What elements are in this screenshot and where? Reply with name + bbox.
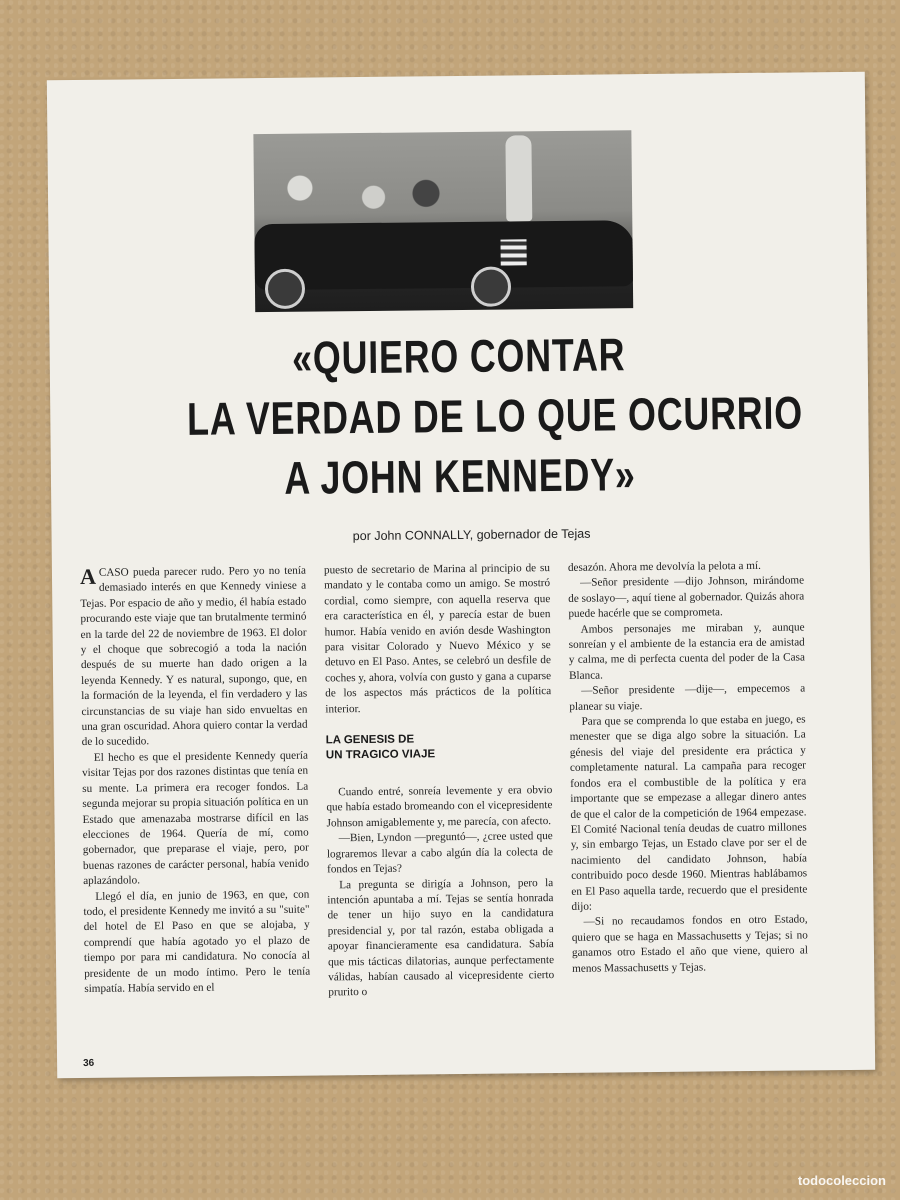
section-subhead — [326, 731, 552, 763]
paragraph: Llegó el día, en junio de 1963, en que, con todo, el presidente Kennedy me invitó a su "suite" del hotel de El Paso en que se alojaba, y comprendí que había agotado yo el plazo de tiempo por para mi candidatura. No conocía al presidente de un modo íntimo. Pero le tenía simpatía. Había servido en el — [83, 888, 311, 995]
paragraph: La pregunta se dirigía a Johnson, pero la intención apuntaba a mí. Tejas se sentía honrada de tener un hijo suyo en la candidatura presidencial y, por tal razón, estaba obligada a apoyar financieramente esa candidatura. Sabía que mis tácticas dilatorias, aunque perfectamente válidas, habían causado al vicepresidente cierto prurito o — [327, 876, 555, 999]
photo-wheel-front — [265, 269, 305, 309]
headline-line-2: LA VERDAD DE LO QUE OCURRIO — [186, 386, 804, 445]
motorcade-photo — [253, 130, 633, 312]
subhead-line-1: LA GENESIS DE — [325, 733, 415, 747]
article-byline: por John CONNALLY, gobernador de Tejas — [352, 526, 591, 544]
magazine-page — [47, 72, 875, 1079]
paragraph — [80, 564, 308, 751]
watermark: todocoleccion — [797, 1173, 886, 1188]
paragraph: —Si no recaudamos fondos en otro Estado, quiero que se haga en Massachusetts y Tejas; si no ganamos otro Estado el año que viene, quiero al menos Massachusetts y Tejas. — [571, 913, 809, 975]
photo-flag — [500, 239, 526, 265]
headline-line-1: «QUIERO CONTAR — [291, 328, 626, 384]
paragraph: —Señor presidente —dijo Johnson, mirándome de soslayo—, aquí tiene al gobernador. Quizás ahora puede hacérle que se comprometa. — [568, 574, 805, 621]
paragraph: —Señor presidente —dije—, empecemos a planear su viaje. — [569, 682, 806, 713]
text-column-1 — [80, 564, 311, 998]
photo-limousine — [254, 220, 633, 290]
paragraph: desazón. Ahora me devolvía la pelota a mí. — [567, 559, 761, 574]
photo-wheel-rear — [471, 266, 511, 306]
photo-passengers — [258, 160, 469, 228]
subhead-line-2: UN TRAGICO VIAJE — [325, 748, 436, 762]
paragraph: —Bien, Lyndon —preguntó—, ¿cree usted que lograremos llevar a cabo algún día la colecta de fondos en Tejas? — [326, 830, 553, 876]
paragraph: puesto de secretario de Marina al principio de su mandato y le contaba como un amigo. Se mostró cordial, como siempre, con aquella reserva que era característica en él, y parecía estar de buen humor. Había venido en avión desde Washington para visitar Colorado y Nuevo México y se detuvo en El Paso. Antes, se celebró un desfile de coches y, ahora, volvía con gusto y gana a cuparse de los aspectos más prácticos de la política interior. — [323, 562, 552, 716]
photo-standing-figure — [505, 135, 532, 221]
text-column-3 — [568, 558, 808, 976]
paragraph: Cuando entré, sonreía levemente y era obvio que había estado bromeando con el vicepresidente Johnson amigablemente y, me parecía, con afecto. — [326, 784, 553, 830]
headline-line-3: A JOHN KENNEDY» — [284, 448, 636, 504]
page-number: 36 — [83, 1057, 95, 1069]
article-headline — [186, 323, 804, 509]
paragraph-text: CASO pueda parecer rudo. Pero yo no tenía demasiado interés en que Kennedy viniese a Tejas. Por espacio de año y medio, él había estado procurando este viaje que tan brutalmente terminó en la tarde del 22 de noviembre de 1963. El dolor y el choque que sobrecogió a toda la nación después de su muerte han dado origen a la leyenda Kennedy. Y es natural, supongo, que, en la formación de la leyenda, el fin verdadero y las circunstancias de su viaje han sido envueltas en una gran oscuridad. Ahora quiero contar la verdad de lo sucedido. — [80, 564, 308, 749]
drop-cap: A — [79, 563, 97, 589]
paragraph: El hecho es que el presidente Kennedy quería visitar Tejas por dos razones distintas que tenía en su mente. La primera era recoger fondos. La segunda mejorar su propia situación política en un Estado que amenazaba mostrarse difícil en las elecciones de 1964. Quería de mí, como gobernador, que preparase el viaje, pero, por buenas razones de carácter personal, había venido aplazándolo. — [81, 749, 310, 888]
paragraph: Ambos personajes me miraban y, aunque sonreían y el ambiente de la estancia era de amistad y calma, me di perfecta cuenta del poder de la Casa Blanca. — [568, 621, 805, 682]
paragraph: Para que se comprenda lo que estaba en juego, es menester que se diga algo sobre la situación. La génesis del viaje del presidente era práctica y completamente natural. La campaña para recoger fondos era el combustible de la política y era importante que se empezase a allegar dinero antes de que el calor de la competición de 1964 empezase. El Comité Nacional tenía deudas de cuatro millones y, sin embargo Tejas, un Estado clave por ser el de nacimiento del candidato Johnson, había contribuido poco desde 1960. Mientras hablábamos en El Paso aquella tarde, recuerdo que el presidente dijo: — [569, 713, 808, 913]
text-column-2 — [324, 561, 555, 1001]
